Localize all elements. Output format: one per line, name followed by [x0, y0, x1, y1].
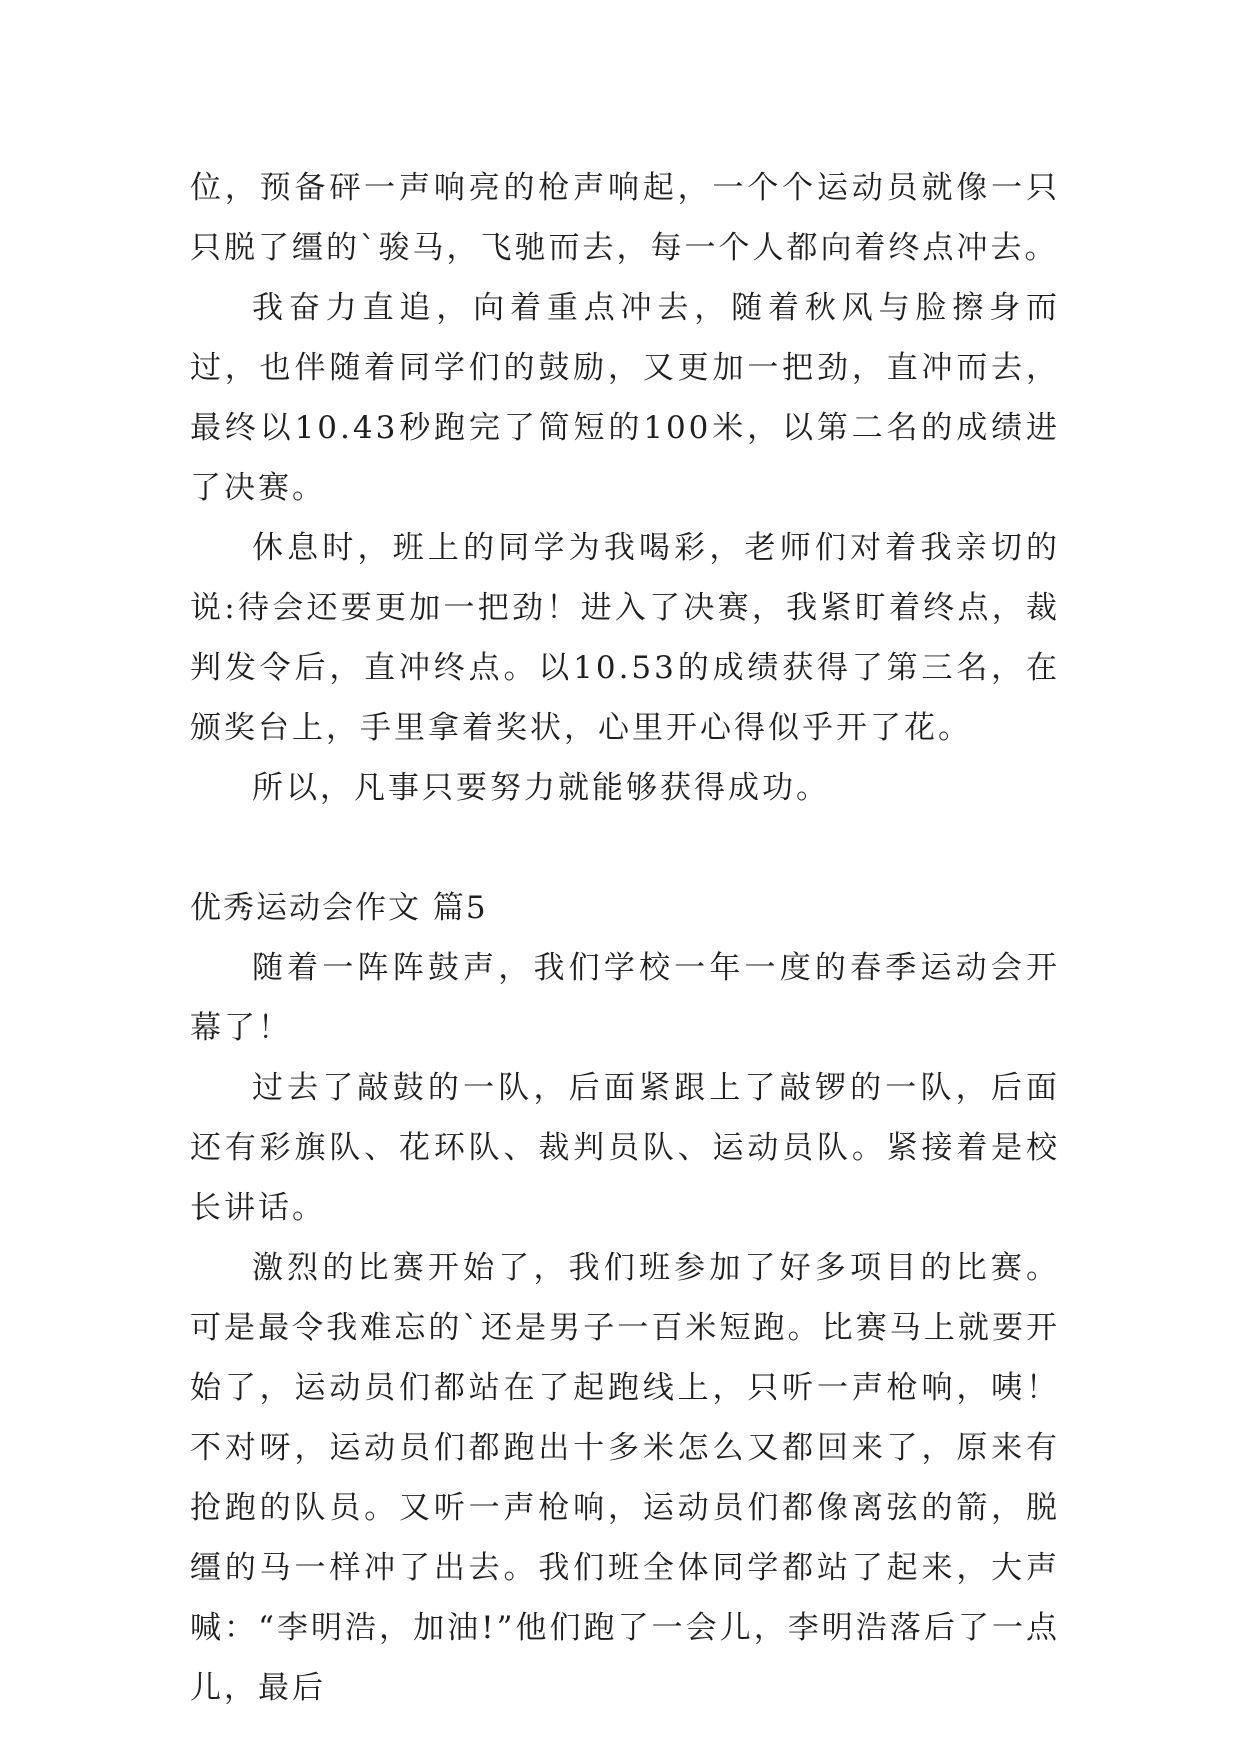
paragraph: 随着一阵阵鼓声，我们学校一年一度的春季运动会开幕了！ [190, 950, 1060, 1046]
section-heading: 优秀运动会作文 篇5 [190, 890, 488, 926]
paragraph: 过去了敲鼓的一队，后面紧跟上了敲锣的一队，后面还有彩旗队、花环队、裁判员队、运动员队。紧接着是校长讲话。 [190, 1070, 1060, 1226]
paragraph-continued: 位，预备砰一声响亮的枪声响起，一个个运动员就像一只只脱了缰的`骏马，飞驰而去，每一个人都向着终点冲去。 [190, 170, 1060, 266]
paragraph: 休息时，班上的同学为我喝彩，老师们对着我亲切的说:待会还要更加一把劲！进入了决赛，我紧盯着终点，裁判发令后，直冲终点。以10.53的成绩获得了第三名，在颁奖台上，手里拿着奖状，心里开心得似乎开了花。 [190, 530, 1060, 746]
paragraph: 我奋力直追，向着重点冲去，随着秋风与脸擦身而过，也伴随着同学们的鼓励，又更加一把劲，直冲而去，最终以10.43秒跑完了简短的100米，以第二名的成绩进了决赛。 [190, 290, 1060, 506]
document-body [190, 158, 1060, 1718]
paragraph: 激烈的比赛开始了，我们班参加了好多项目的比赛。可是最令我难忘的`还是男子一百米短跑。比赛马上就要开始了，运动员们都站在了起跑线上，只听一声枪响，咦！不对呀，运动员们都跑出十多米怎么又都回来了，原来有抢跑的队员。又听一声枪响，运动员们都像离弦的箭，脱缰的马一样冲了出去。我们班全体同学都站了起来，大声喊：“李明浩，加油!”他们跑了一会儿，李明浩落后了一点儿，最后 [190, 1250, 1060, 1706]
section-gap [190, 818, 1060, 878]
paragraph: 所以，凡事只要努力就能够获得成功。 [252, 770, 830, 806]
